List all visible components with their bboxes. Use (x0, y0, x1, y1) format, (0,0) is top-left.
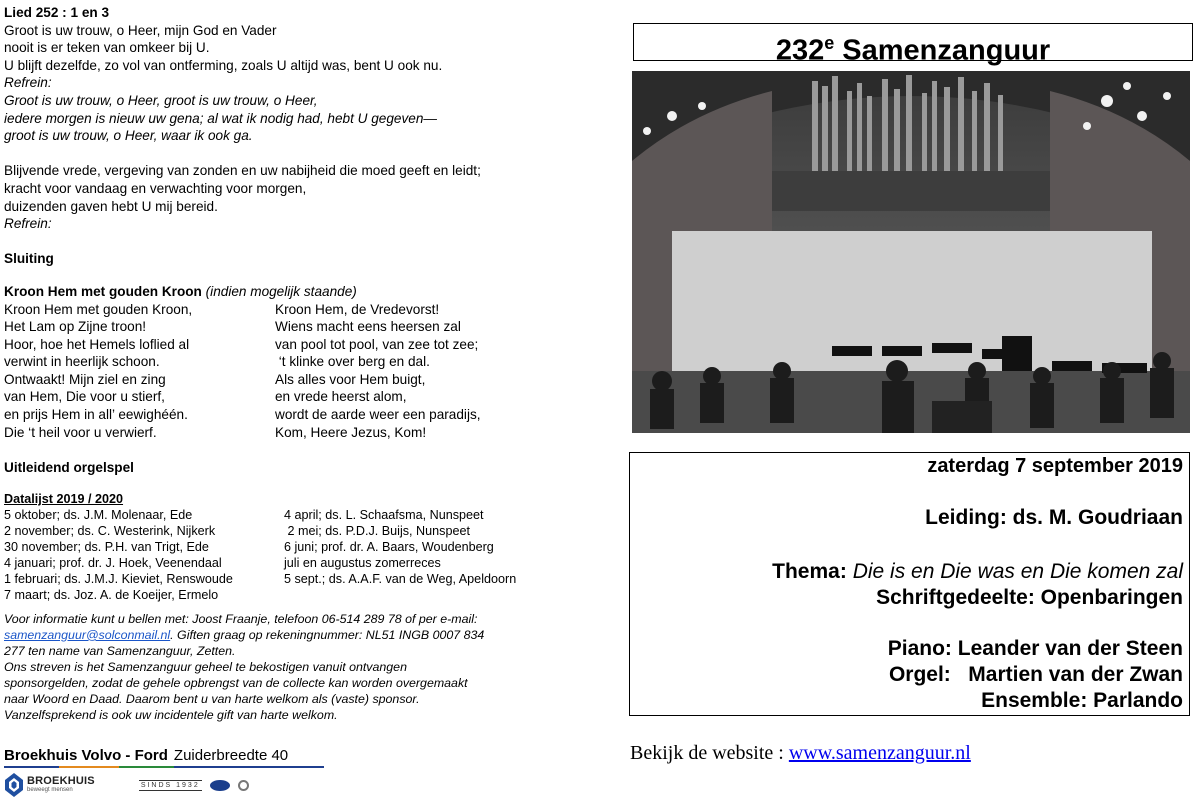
hymn-line: Kroon Hem met gouden Kroon, (4, 301, 193, 317)
sinds-badge: SINDS 1932 (140, 781, 200, 789)
sponsor-line (4, 746, 344, 766)
broekhuis-mark-icon (4, 772, 24, 798)
info-line: 277 ten name van Samenzanguur, Zetten. (4, 643, 236, 658)
verse-line: Blijvende vrede, vergeving van zonden en uw nabijheid die moed geeft en leidt; (4, 163, 481, 179)
hymn-note: (indien mogelijk staande) (205, 283, 357, 299)
color-bar (119, 766, 174, 768)
info-line: naar Woord en Daad. Daarom bent u van harte welkom als (vaste) sponsor. (4, 691, 420, 706)
dates-heading: Datalijst 2019 / 2020 (4, 491, 124, 506)
hymn-line: en vrede heerst alom, (275, 389, 407, 405)
verse-line: nooit is er teken van omkeer bij U. (4, 40, 210, 56)
refrain-line: iedere morgen is nieuw uw gena; al wat ik nodig had, hebt U gegeven— (4, 110, 438, 126)
broekhuis-tagline: beweegt mensen (27, 787, 73, 793)
website-label: Bekijk de website : (630, 742, 789, 764)
title-text: Samenzanguur (842, 34, 1051, 67)
ford-logo-icon (210, 780, 230, 791)
date-item: 4 januari; prof. dr. J. Hoek, Veenendaal (4, 555, 222, 570)
hymn-line: Ontwaakt! Mijn ziel en zing (4, 371, 166, 387)
verse-line: U blijft dezelfde, zo vol van ontferming, zoals U altijd was, bent U ook nu. (4, 57, 443, 73)
date-item: 1 februari; ds. J.M.J. Kieviet, Renswoude (4, 571, 233, 586)
hymn-line: Die ‘t heil voor u verwierf. (4, 424, 157, 440)
date-item: 2 november; ds. C. Westerink, Nijkerk (4, 523, 216, 538)
hymn-line: Het Lam op Zijne troon! (4, 319, 147, 335)
hymn-line: van pool tot pool, van zee tot zee; (275, 336, 479, 352)
date-item: 5 sept.; ds. A.A.F. van de Weg, Apeldoorn (284, 571, 517, 586)
hymn-column-1 (4, 301, 275, 442)
broekhuis-logo (4, 772, 95, 798)
title-number: 232 (775, 34, 825, 67)
info-text: . Giften graag op rekeningnummer: NL51 INGB 0007 834 (170, 627, 485, 642)
date-item: 7 maart; ds. Joz. A. de Koeijer, Ermelo (4, 587, 219, 602)
verse-3 (4, 162, 604, 215)
event-theme (772, 559, 1183, 585)
info-block (4, 611, 604, 723)
event-info-box (629, 452, 1190, 716)
theme-label: Thema: (772, 560, 847, 583)
verse-1 (4, 22, 604, 75)
date-item: 2 mei; ds. P.D.J. Buijs, Nunspeet (284, 523, 470, 538)
left-column (4, 4, 604, 723)
dates-column-2 (284, 507, 604, 603)
hymn-line: ‘t klinke over berg en dal. (275, 354, 430, 370)
info-line: Vanzelfsprekend is ook uw incidentele gift van harte welkom. (4, 707, 338, 722)
event-leader: Leiding: ds. M. Goudriaan (925, 506, 1183, 529)
website-link[interactable]: www.samenzanguur.nl (788, 742, 971, 764)
hymn-line: en prijs Hem in all’ eewighéén. (4, 407, 188, 423)
hymn-title: Kroon Hem met gouden Kroon (4, 283, 202, 299)
date-item: 4 april; ds. L. Schaafsma, Nunspeet (284, 507, 484, 522)
event-piano: Piano: Leander van der Steen (887, 637, 1183, 660)
hymn-text (4, 301, 604, 442)
refrain-label: Refrein: (4, 75, 52, 91)
dates-list (4, 507, 604, 603)
date-item: 30 november; ds. P.H. van Trigt, Ede (4, 539, 209, 554)
info-line: sponsorgelden, zodat de gehele opbrengst van de collecte kan worden overgemaakt (4, 675, 468, 690)
hymn-line: verwint in heerlijk schoon. (4, 354, 160, 370)
volvo-logo-icon (238, 780, 249, 791)
hymn-line: Kroon Hem, de Vredevorst! (275, 301, 440, 317)
event-scripture: Schriftgedeelte: Openbaringen (876, 586, 1183, 609)
organ-heading: Uitleidend orgelspel (4, 460, 134, 476)
sponsor-logos (4, 772, 249, 798)
verse-line: kracht voor vandaag en verwachting voor morgen, (4, 180, 307, 196)
info-line (4, 627, 604, 643)
hymn-line: wordt de aarde weer een paradijs, (275, 407, 481, 423)
refrain-line: Groot is uw trouw, o Heer, groot is uw trouw, o Heer, (4, 92, 318, 108)
hymn-line: van Hem, Die voor u stierf, (4, 389, 165, 405)
website-line (630, 740, 971, 766)
event-organ: Orgel: Martien van der Zwan (888, 663, 1183, 686)
hymn-title-line (4, 283, 604, 301)
refrain-label-2: Refrein: (4, 216, 52, 232)
event-date: zaterdag 7 september 2019 (927, 455, 1183, 477)
hymn-line: Kom, Heere Jezus, Kom! (275, 424, 427, 440)
dates-column-1 (4, 507, 284, 603)
event-ensemble: Ensemble: Parlando (981, 689, 1183, 712)
color-bar (59, 766, 119, 768)
refrain (4, 92, 604, 145)
sponsor-block (4, 746, 344, 793)
info-line: Ons streven is het Samenzanguur geheel te bekostigen vanuit ontvangen (4, 659, 407, 674)
hymn-line: Hoor, hoe het Hemels loflied al (4, 336, 190, 352)
verse-line: Groot is uw trouw, o Heer, mijn God en Vader (4, 22, 277, 38)
theme-value: Die is en Die was en Die komen zal (852, 560, 1183, 583)
refrain-line: groot is uw trouw, o Heer, waar ik ook ga. (4, 128, 253, 144)
hymn-column-2 (275, 301, 604, 442)
sponsor-address: Zuiderbreedte 40 (173, 747, 289, 764)
info-line: Voor informatie kunt u bellen met: Joost Fraanje, telefoon 06-514 289 78 of per e-mail: (4, 611, 478, 626)
hymn-line: Wiens macht eens heersen zal (275, 319, 461, 335)
email-link[interactable]: samenzanguur@solconmail.nl (4, 627, 171, 642)
title-superscript: e (824, 33, 835, 53)
sponsor-brand: Broekhuis Volvo - Ford (4, 747, 168, 764)
song-title: Lied 252 : 1 en 3 (4, 5, 110, 20)
color-bar (174, 766, 324, 768)
sponsor-color-bars (4, 766, 324, 768)
verse-line: duizenden gaven hebt U mij bereid. (4, 198, 218, 214)
church-ensemble-photo (632, 71, 1190, 433)
closing-heading: Sluiting (4, 251, 54, 267)
page-title (633, 23, 1193, 67)
date-item: 6 juni; prof. dr. A. Baars, Woudenberg (284, 539, 494, 554)
color-bar (4, 766, 59, 768)
broekhuis-name: BROEKHUIS (27, 775, 95, 787)
hymn-line: Als alles voor Hem buigt, (275, 371, 426, 387)
date-item: juli en augustus zomerreces (284, 555, 441, 570)
church-photo (632, 71, 1190, 433)
date-item: 5 oktober; ds. J.M. Molenaar, Ede (4, 507, 193, 522)
